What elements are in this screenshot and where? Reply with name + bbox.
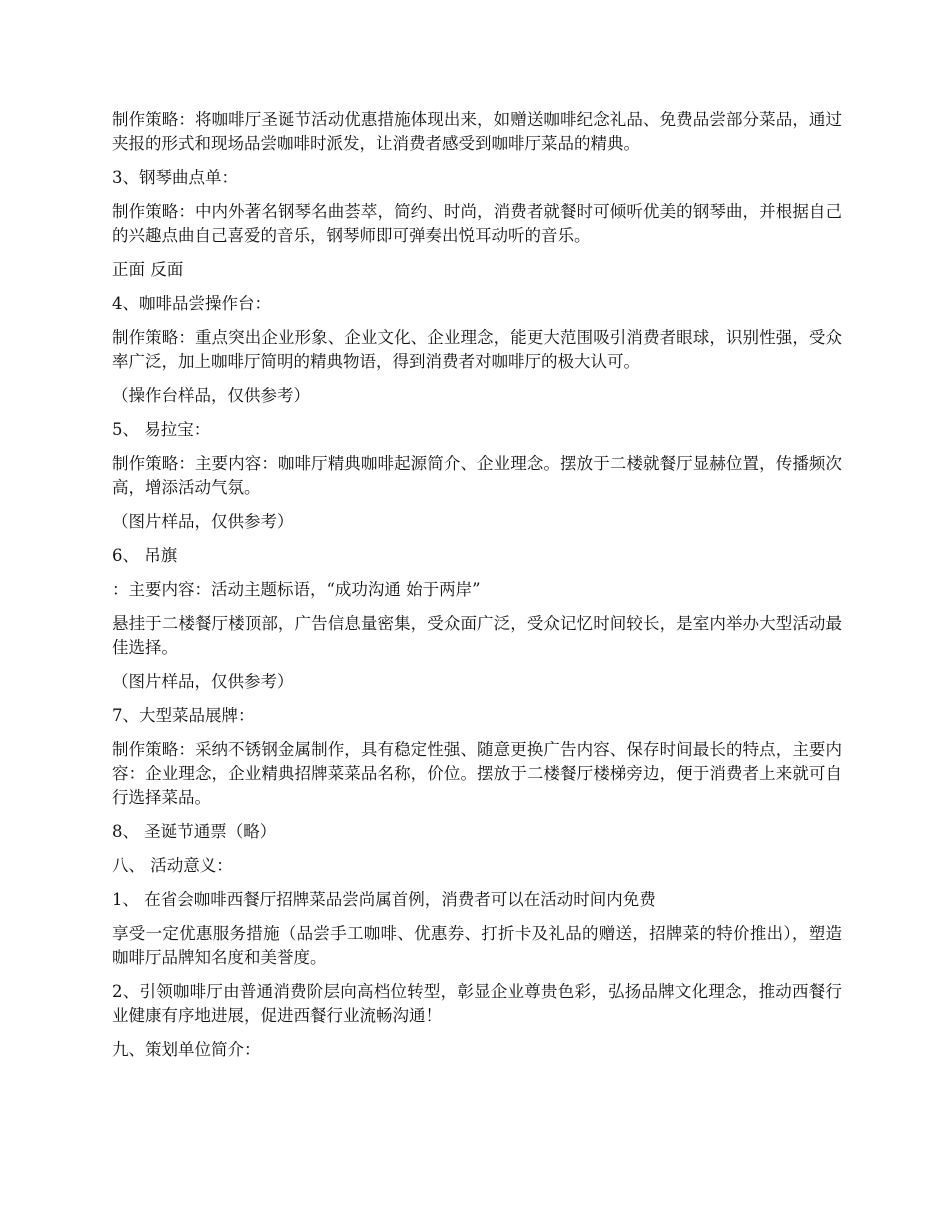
heading-christmas-pass: 8、 圣诞节通票（略） [112, 822, 277, 841]
paragraph-significance-2: 2、引领咖啡厅由普通消费阶层向高档位转型，彰显企业尊贵色彩，弘扬品牌文化理念，推动西餐行业健康有序地进展，促进西餐行业流畅沟通！ [112, 982, 842, 1025]
heading-section-eight: 八、 活动意义： [112, 856, 233, 875]
caption-image-sample-1: （图片样品，仅供参考） [112, 512, 294, 531]
paragraph-strategy-rollup: 制作策略：主要内容：咖啡厅精典咖啡起源简介、企业理念。摆放于二楼就餐厅显赫位置，传播频次高，增添活动气氛。 [112, 454, 842, 497]
paragraph-flag-content: ：主要内容：活动主题标语，“成功沟通 始于两岸” [112, 580, 481, 599]
heading-hanging-flag: 6、 吊旗 [112, 546, 178, 565]
paragraph-flag-placement: 悬挂于二楼餐厅楼顶部，广告信息量密集，受众面广泛，受众记忆时间较长，是室内举办大型活动最佳选择。 [112, 614, 842, 657]
paragraph-strategy-gift: 制作策略：将咖啡厅圣诞节活动优惠措施体现出来，如赠送咖啡纪念礼品、免费品尝部分菜品，通过夹报的形式和现场品尝咖啡时派发，让消费者感受到咖啡厅菜品的精典。 [112, 110, 842, 153]
paragraph-significance-1-cont: 享受一定优惠服务措施（品尝手工咖啡、优惠券、打折卡及礼品的赠送，招牌菜的特价推出），塑造咖啡厅品牌知名度和美誉度。 [112, 924, 842, 967]
heading-piano-menu: 3、钢琴曲点单： [112, 168, 238, 187]
paragraph-front-back: 正面 反面 [112, 260, 184, 279]
caption-image-sample-2: （图片样品，仅供参考） [112, 672, 294, 691]
caption-counter-sample: （操作台样品，仅供参考） [112, 386, 310, 405]
paragraph-strategy-counter: 制作策略：重点突出企业形象、企业文化、企业理念，能更大范围吸引消费者眼球，识别性强，受众率广泛，加上咖啡厅简明的精典物语，得到消费者对咖啡厅的极大认可。 [112, 328, 842, 371]
paragraph-strategy-display-board: 制作策略：采纳不锈钢金属制作，具有稳定性强、随意更换广告内容、保存时间最长的特点，主要内容：企业理念，企业精典招牌菜菜品名称，价位。摆放于二楼餐厅楼梯旁边，便于消费者上来就可自行选择菜品。 [112, 740, 842, 807]
document-body [112, 108, 842, 1072]
paragraph-significance-1: 1、 在省会咖啡西餐厅招牌菜品尝尚属首例，消费者可以在活动时间内免费 [112, 890, 656, 909]
heading-menu-display-board: 7、大型菜品展牌： [112, 706, 255, 725]
heading-rollup-banner: 5、 易拉宝： [112, 420, 211, 439]
paragraph-strategy-piano: 制作策略：中内外著名钢琴名曲荟萃，简约、时尚，消费者就餐时可倾听优美的钢琴曲，并根据自己的兴趣点曲自己喜爱的音乐，钢琴师即可弹奏出悦耳动听的音乐。 [112, 202, 842, 245]
heading-section-nine: 九、策划单位简介： [112, 1040, 261, 1059]
heading-coffee-counter: 4、咖啡品尝操作台： [112, 294, 271, 313]
